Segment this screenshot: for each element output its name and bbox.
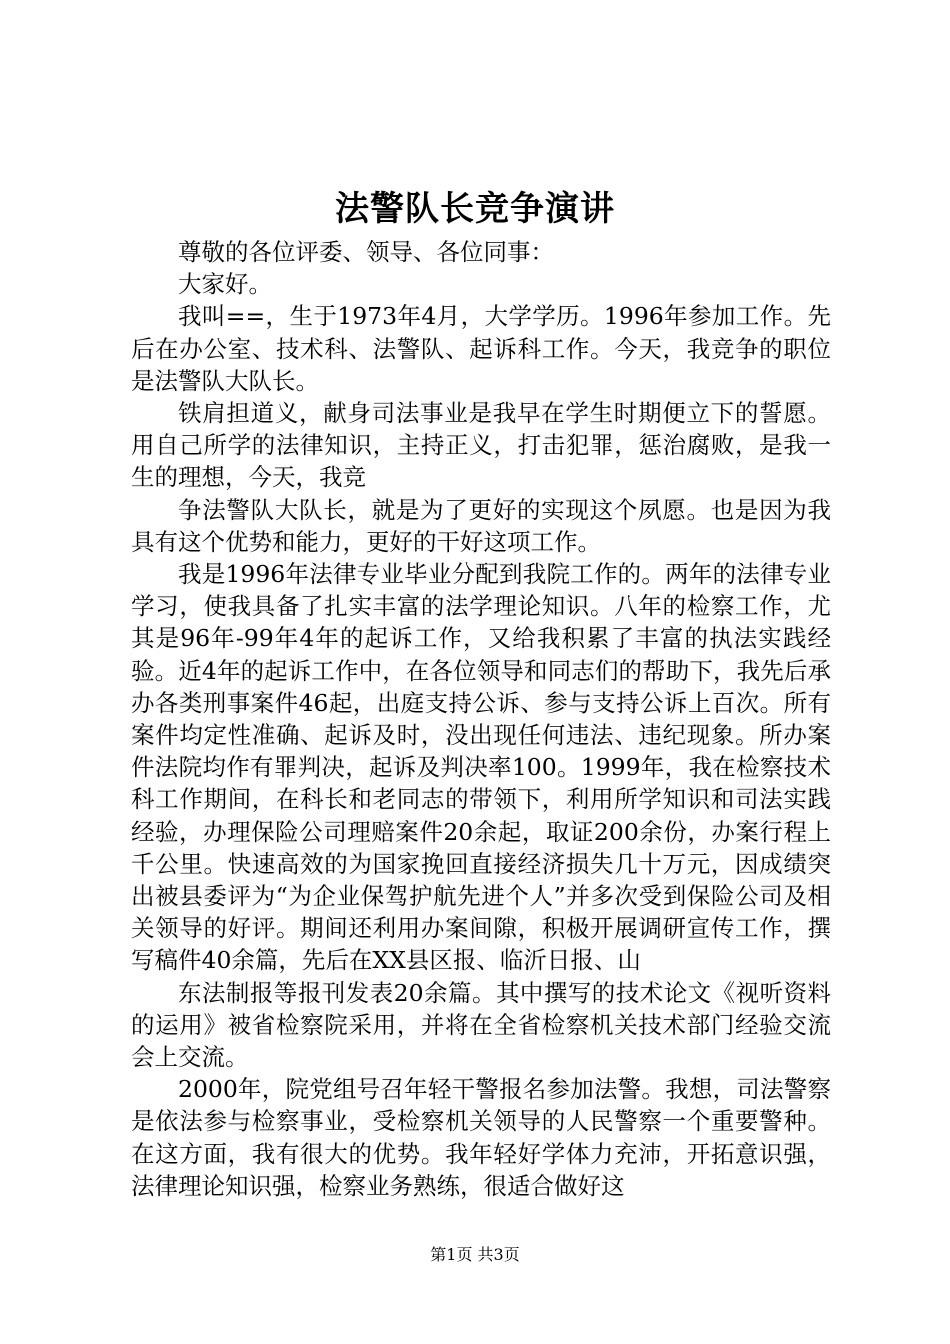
document-title: 法警队长竞争演讲 [335, 189, 615, 229]
paragraph-introduction: 我叫==，生于1973年4月，大学学历。1996年参加工作。先后在办公室、技术科、法警队、起诉科工作。今天，我竞争的职位是法警队大队长。 [131, 302, 831, 395]
paragraph-aspiration-continued: 争法警队大队长，就是为了更好的实现这个夙愿。也是因为我具有这个优势和能力，更好的干好这项工作。 [131, 495, 831, 556]
paragraph-publications: 东法制报等报刊发表20余篇。其中撰写的技术论文《视听资料的运用》被省检察院采用，并将在全省检察机关技术部门经验交流会上交流。 [131, 978, 831, 1072]
paragraph-experience: 我是1996年法律专业毕业分配到我院工作的。两年的法律专业学习，使我具备了扎实丰富的法学理论知识。八年的检察工作，尤其是96年-99年4年的起诉工作，又给我积累了丰富的执法实践经验。近4年的起诉工作中，在各位领导和同志们的帮助下，我先后承办各类刑事案件46起，出庭支持公诉、参与支持公诉上百次。所有案件均定性准确、起诉及时，没出现任何违法、违纪现象。所办案件法院均作有罪判决，起诉及判决率100。1999年，我在检察技术科工作期间，在科长和老同志的带领下，利用所学知识和司法实践经验，办理保险公司理赔案件20余起，取证200余份，办案行程上千公里。快速高效的为国家挽回直接经济损失几十万元，因成绩突出被县委评为“为企业保驾护航先进个人”并多次受到保险公司及相关领导的好评。期间还利用办案间隙，积极开展调研宣传工作，撰写稿件40余篇，先后在XX县区报、临沂日报、山 [131, 560, 831, 975]
paragraph-salutation: 尊敬的各位评委、领导、各位同事： [178, 238, 554, 266]
paragraph-greeting: 大家好。 [178, 270, 272, 299]
document-body [131, 236, 831, 1202]
page-number-footer: 第1页 共3页 [430, 1245, 520, 1264]
paragraph-bailiff-history: 2000年，院党组号召年轻干警报名参加法警。我想，司法警察是依法参与检察事业，受检察机关领导的人民警察一个重要警种。在这方面，我有很大的优势。我年轻好学体力充沛，开拓意识强，法律理论知识强，检察业务熟练，很适合做好这 [131, 1075, 831, 1200]
paragraph-aspiration: 铁肩担道义，献身司法事业是我早在学生时期便立下的誓愿。用自己所学的法律知识，主持正义，打击犯罪，惩治腐败，是我一生的理想，今天，我竞 [131, 399, 831, 492]
